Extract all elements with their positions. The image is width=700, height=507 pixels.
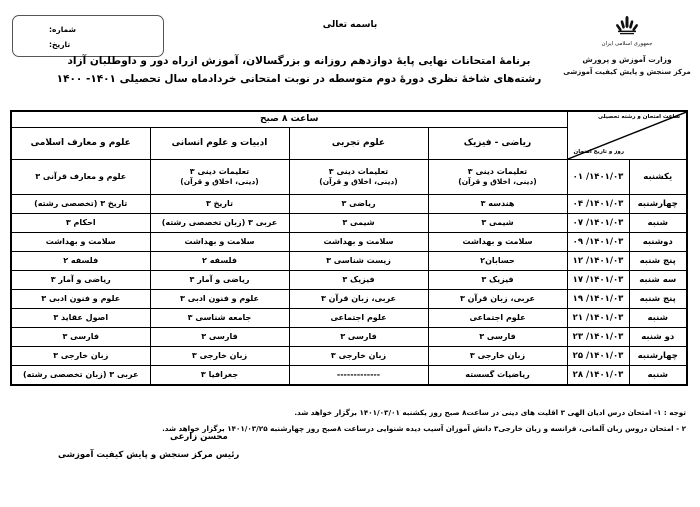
cell-exam-date: ۱۴۰۱/۰۳/ ۲۸	[567, 366, 629, 386]
cell-subject: سلامت و بهداشت	[150, 233, 289, 252]
cell-subject: شیمی ۳	[428, 214, 567, 233]
cell-subject: اصول عقاید ۳	[11, 309, 150, 328]
cell-subject: احکام ۳	[11, 214, 150, 233]
cell-subject: فلسفه ۲	[150, 252, 289, 271]
cell-weekday: چهارشنبه	[629, 347, 687, 366]
cell-subject: علوم و معارف قرآنی ۳	[11, 160, 150, 195]
cell-exam-date: ۱۴۰۱/۰۳/ ۰۹	[567, 233, 629, 252]
cell-subject: حسابان۲	[428, 252, 567, 271]
reference-number-label: شماره:	[49, 25, 76, 34]
cell-weekday: پنج شنبه	[629, 252, 687, 271]
subject-name: تعلیمات دینی ۳	[189, 167, 250, 177]
subject-subtitle: (دینی، اخلاق و قرآن)	[319, 177, 398, 187]
cell-subject: تاریخ ۳ (تخصصی رشته)	[11, 195, 150, 214]
table-header-row-time	[11, 111, 687, 128]
cell-weekday: چهارشنبه	[629, 195, 687, 214]
column-header-olum-tajrobi: علوم تجربی	[289, 128, 428, 160]
subject-name: تعلیمات دینی ۳	[467, 167, 528, 177]
cell-subject: سلامت و بهداشت	[289, 233, 428, 252]
table-row	[11, 160, 687, 195]
table-row	[11, 252, 687, 271]
cell-subject: علوم و فنون ادبی ۳	[11, 290, 150, 309]
table-row	[11, 214, 687, 233]
cell-subject: علوم اجتماعی	[289, 309, 428, 328]
cell-subject: زبان خارجی ۳	[289, 347, 428, 366]
cell-subject	[289, 160, 428, 195]
cell-subject: جغرافیا ۳	[150, 366, 289, 386]
cell-subject: هندسه ۳	[428, 195, 567, 214]
cell-subject: عربی، زبان قرآن ۳	[289, 290, 428, 309]
cell-subject: -------------	[289, 366, 428, 386]
cell-weekday: دو شنبه	[629, 328, 687, 347]
cell-subject: علوم و فنون ادبی ۳	[150, 290, 289, 309]
table-row	[11, 290, 687, 309]
page-title-line-2: رشته‌های شاخهٔ نظری دورهٔ دوم متوسطه در نوبت امتحانی خردادماه سال تحصیلی ۱۴۰۱- ۱۴۰۰	[56, 73, 542, 86]
cell-exam-date: ۱۴۰۱/۰۳/ ۱۹	[567, 290, 629, 309]
signatory-title: رئیس مرکز سنجش و پایش کیفیت آموزشی	[58, 450, 240, 460]
note-2: ۲ - امتحان دروس زبان آلمانی، فرانسه و زبان خارجی۳ دانش آموزان آسیب دیده شنوایی درساعت ۸صبح روز چهارشنبه ۱۴۰۱/۰۳/۲۵ برگزار خواهد شد.	[162, 423, 686, 433]
cell-subject: فارسی ۳	[150, 328, 289, 347]
logo-republic-label: جمهوری اسلامی ایران	[601, 41, 653, 47]
cell-exam-date: ۱۴۰۱/۰۳/ ۱۲	[567, 252, 629, 271]
subject-subtitle: (دینی، اخلاق و قرآن)	[458, 177, 537, 187]
cell-subject: عربی ۳ (زبان تخصصی رشته)	[150, 214, 289, 233]
table-row	[11, 271, 687, 290]
column-header-riazi-fizik: ریاضی - فیزیک	[428, 128, 567, 160]
cell-subject: ریاضی و آمار ۳	[150, 271, 289, 290]
corner-label-bottom: روز و تاریخ امتحان	[573, 149, 624, 156]
exam-schedule-table	[10, 110, 688, 386]
cell-weekday: سه شنبه	[629, 271, 687, 290]
column-header-olum-maaref-eslami: علوم و معارف اسلامی	[11, 128, 150, 160]
document-header	[0, 0, 700, 105]
logo-ministry-label: وزارت آموزش و پرورش	[582, 55, 672, 65]
cell-exam-date: ۱۴۰۱/۰۳/ ۱۷	[567, 271, 629, 290]
table-row	[11, 328, 687, 347]
cell-weekday: شنبه	[629, 366, 687, 386]
notes-section	[14, 408, 686, 440]
cell-subject: تاریخ ۳	[150, 195, 289, 214]
cell-subject: زبان خارجی ۳	[428, 347, 567, 366]
cell-subject: فارسی ۳	[428, 328, 567, 347]
cell-subject: سلامت و بهداشت	[428, 233, 567, 252]
cell-subject: زیست شناسی ۳	[289, 252, 428, 271]
cell-subject: ریاضی و آمار ۳	[11, 271, 150, 290]
basmala-text: باسمه تعالی	[322, 20, 378, 30]
cell-subject: فلسفه ۲	[11, 252, 150, 271]
note-1: توجه : ۱- امتحان درس ادیان الهی ۳ اقلیت های دینی در ساعت۸ صبح روز یکشنبه ۱۴۰۱/۰۳/۰۱ برگزار خواهد شد.	[294, 408, 686, 417]
cell-exam-date: ۱۴۰۱/۰۳/ ۰۱	[567, 160, 629, 195]
table-row	[11, 309, 687, 328]
table-row	[11, 195, 687, 214]
cell-subject	[150, 160, 289, 195]
schedule-table-container	[12, 110, 688, 386]
cell-subject: زبان خارجی ۳	[150, 347, 289, 366]
cell-exam-date: ۱۴۰۱/۰۳/ ۲۱	[567, 309, 629, 328]
logo-center-label: مرکز سنجش و پایش کیفیت آموزشی	[563, 67, 691, 76]
cell-subject: جامعه شناسی ۳	[150, 309, 289, 328]
cell-subject: سلامت و بهداشت	[11, 233, 150, 252]
cell-weekday: یکشنبه	[629, 160, 687, 195]
reference-date-label: تاریخ:	[49, 40, 71, 49]
table-body	[11, 160, 687, 386]
subject-subtitle: (دینی، اخلاق و قرآن)	[180, 177, 259, 187]
document-title	[0, 52, 700, 89]
cell-exam-date: ۱۴۰۱/۰۳/ ۲۳	[567, 328, 629, 347]
reference-number-box	[12, 15, 164, 57]
table-row	[11, 233, 687, 252]
cell-subject: زبان خارجی ۳	[11, 347, 150, 366]
table-row	[11, 347, 687, 366]
table-row	[11, 366, 687, 386]
cell-subject: علوم اجتماعی	[428, 309, 567, 328]
cell-exam-date: ۱۴۰۱/۰۳/ ۲۵	[567, 347, 629, 366]
cell-exam-date: ۱۴۰۱/۰۳/ ۰۷	[567, 214, 629, 233]
exam-time-band: ساعت ۸ صبح	[11, 111, 567, 128]
cell-weekday: پنج شنبه	[629, 290, 687, 309]
cell-subject: عربی ۳ (زبان تخصصی رشته)	[11, 366, 150, 386]
page-title-line-1: برنامهٔ امتحانات نهایی پایهٔ دوازدهم روزانه و بزرگسالان، آموزش ازراه دور و داوطلبان آزاد	[67, 55, 531, 67]
cell-subject: عربی، زبان قرآن ۳	[428, 290, 567, 309]
cell-weekday: شنبه	[629, 309, 687, 328]
corner-diagonal-header	[567, 111, 687, 160]
signatory-name: محسن زارعی	[170, 432, 228, 442]
cell-subject: فارسی ۳	[11, 328, 150, 347]
corner-label-top: ساعت امتحان و رشته تحصیلی	[597, 114, 680, 120]
cell-subject: ریاضی ۳	[289, 195, 428, 214]
cell-subject	[428, 160, 567, 195]
subject-name: تعلیمات دینی ۳	[328, 167, 389, 177]
column-header-adabiyat-olum-ensani: ادبیات و علوم انسانی	[150, 128, 289, 160]
cell-subject: ریاضیات گسسته	[428, 366, 567, 386]
cell-weekday: شنبه	[629, 214, 687, 233]
cell-weekday: دوشنبه	[629, 233, 687, 252]
cell-subject: شیمی ۳	[289, 214, 428, 233]
cell-exam-date: ۱۴۰۱/۰۳/ ۰۴	[567, 195, 629, 214]
cell-subject: فیزیک ۳	[289, 271, 428, 290]
cell-subject: فیزیک ۳	[428, 271, 567, 290]
table-head	[11, 111, 687, 160]
cell-subject: فارسی ۳	[289, 328, 428, 347]
